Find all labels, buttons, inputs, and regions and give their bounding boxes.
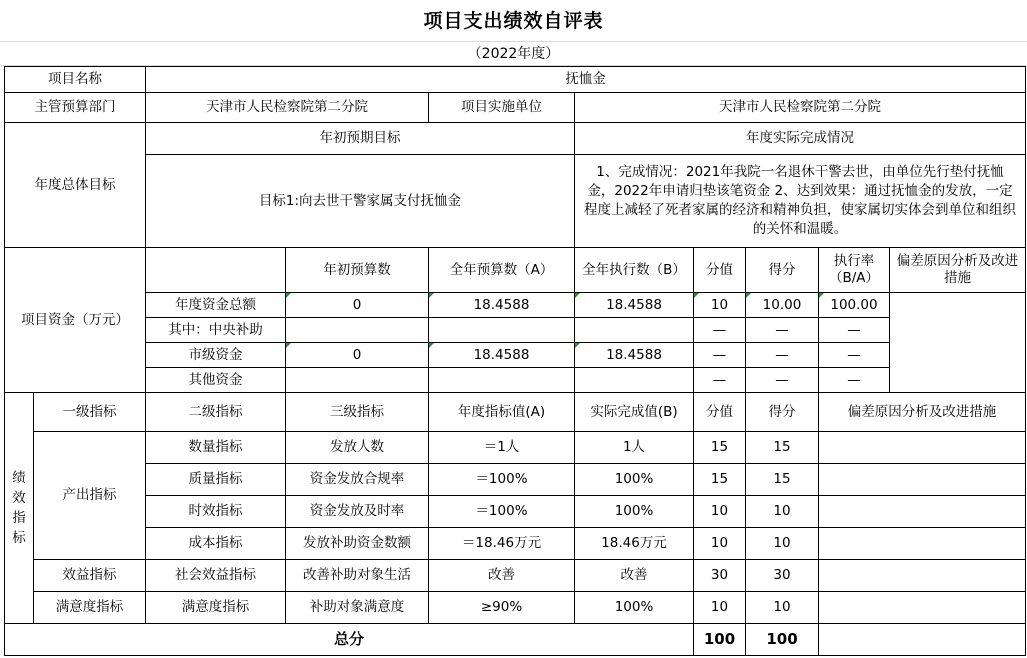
perf-header-row — [5, 393, 1026, 432]
perf-level3[interactable]: 发放人数 — [286, 432, 429, 464]
funds-score-value-cell[interactable] — [694, 293, 746, 318]
funds-executed[interactable] — [575, 368, 694, 393]
perf-level3[interactable]: 发放补助资金数额 — [286, 528, 429, 560]
perf-score-value[interactable]: 15 — [694, 464, 746, 496]
funds-executed[interactable] — [575, 318, 694, 343]
green-marker — [575, 293, 580, 298]
funds-full-budget: 18.4588 — [473, 346, 530, 363]
funds-score: 10.00 — [762, 296, 802, 313]
funds-row-label[interactable]: 市级资金 — [146, 343, 286, 368]
perf-level3[interactable]: 资金发放及时率 — [286, 496, 429, 528]
perf-target[interactable]: ＝100% — [429, 464, 575, 496]
goal-header-row — [5, 123, 1026, 155]
perf-score-value[interactable]: 10 — [694, 528, 746, 560]
perf-header-actual[interactable]: 实际完成值(B) — [575, 393, 694, 432]
funds-score[interactable]: — — [746, 343, 819, 368]
perf-group-output[interactable]: 产出指标 — [34, 432, 146, 560]
page-title: 项目支出绩效自评表 — [423, 10, 604, 32]
perf-row — [5, 464, 1026, 496]
perf-row — [5, 432, 1026, 464]
perf-level3[interactable]: 改善补助对象生活 — [286, 560, 429, 592]
funds-label[interactable]: 项目资金（万元） — [5, 248, 146, 393]
funds-rate: 100.00 — [830, 296, 878, 313]
green-marker — [286, 343, 291, 348]
funds-rate[interactable]: — — [819, 343, 890, 368]
perf-level2[interactable]: 成本指标 — [146, 528, 286, 560]
project-name-label[interactable]: 项目名称 — [5, 67, 146, 93]
perf-actual[interactable]: 1人 — [575, 432, 694, 464]
perf-target[interactable]: ＝100% — [429, 496, 575, 528]
perf-header-score[interactable]: 得分 — [746, 393, 819, 432]
funds-header-rate[interactable]: 执行率（B/A） — [819, 248, 890, 293]
perf-label: 绩效指标 — [12, 470, 26, 546]
funds-header-full-budget[interactable]: 全年预算数（A） — [429, 248, 575, 293]
perf-analysis[interactable] — [819, 528, 1026, 560]
perf-level2[interactable]: 质量指标 — [146, 464, 286, 496]
perf-analysis[interactable] — [819, 560, 1026, 592]
perf-score-value[interactable]: 30 — [694, 560, 746, 592]
perf-header-target[interactable]: 年度指标值(A) — [429, 393, 575, 432]
green-marker — [429, 343, 434, 348]
funds-row — [5, 293, 1026, 318]
funds-initial[interactable] — [286, 368, 429, 393]
perf-level2[interactable]: 数量指标 — [146, 432, 286, 464]
funds-initial[interactable] — [286, 318, 429, 343]
perf-score[interactable]: 15 — [746, 464, 819, 496]
funds-rate[interactable]: — — [819, 318, 890, 343]
dept-label[interactable]: 主管预算部门 — [5, 93, 146, 123]
goal-actual-text[interactable]: 1、完成情况：2021年我院一名退休干警去世，由单位先行垫付抚恤金，2022年申请归垫该笔资金 2、达到效果：通过抚恤金的发放，一定程度上减轻了死者家属的经济和精神负担，使家属切实体会到单位和组织的关怀和温暖。 — [575, 155, 1026, 248]
perf-row — [5, 496, 1026, 528]
funds-header-analysis[interactable]: 偏差原因分析及改进措施 — [890, 248, 1026, 293]
perf-target[interactable]: ＝1人 — [429, 432, 575, 464]
perf-label-cell[interactable] — [5, 393, 34, 624]
perf-score-value[interactable]: 15 — [694, 432, 746, 464]
funds-executed: 18.4588 — [606, 296, 662, 313]
green-marker — [746, 293, 751, 298]
perf-level3[interactable]: 补助对象满意度 — [286, 592, 429, 624]
funds-rate-cell[interactable] — [819, 293, 890, 318]
perf-level2[interactable]: 时效指标 — [146, 496, 286, 528]
perf-target[interactable]: 改善 — [429, 560, 575, 592]
project-name-value[interactable]: 抚恤金 — [146, 67, 1026, 93]
dept-value[interactable]: 天津市人民检察院第二分院 — [146, 93, 429, 123]
perf-level3[interactable]: 资金发放合规率 — [286, 464, 429, 496]
perf-actual[interactable]: 改善 — [575, 560, 694, 592]
perf-target[interactable]: ＝18.46万元 — [429, 528, 575, 560]
funds-header-score-value[interactable]: 分值 — [694, 248, 746, 293]
perf-row — [5, 560, 1026, 592]
perf-analysis[interactable] — [819, 432, 1026, 464]
funds-score-value[interactable]: — — [694, 318, 746, 343]
year-subtitle: （2022年度） — [467, 46, 560, 62]
funds-header-row — [5, 248, 1026, 293]
perf-row — [5, 592, 1026, 624]
perf-score[interactable]: 10 — [746, 528, 819, 560]
perf-score[interactable]: 10 — [746, 592, 819, 624]
funds-score-value[interactable]: — — [694, 343, 746, 368]
perf-header-analysis[interactable]: 偏差原因分析及改进措施 — [819, 393, 1026, 432]
funds-full-budget[interactable] — [429, 368, 575, 393]
funds-header-score[interactable]: 得分 — [746, 248, 819, 293]
perf-level2[interactable]: 满意度指标 — [146, 592, 286, 624]
total-row — [5, 624, 1026, 656]
total-score-value[interactable]: 100 — [694, 624, 746, 656]
perf-analysis[interactable] — [819, 592, 1026, 624]
funds-executed-cell[interactable] — [575, 343, 694, 368]
funds-rate[interactable]: — — [819, 368, 890, 393]
perf-header-level3[interactable]: 三级指标 — [286, 393, 429, 432]
funds-row-label[interactable]: 其中：中央补助 — [146, 318, 286, 343]
perf-score[interactable]: 30 — [746, 560, 819, 592]
funds-row — [5, 343, 1026, 368]
funds-score-value[interactable]: — — [694, 368, 746, 393]
impl-unit-label[interactable]: 项目实施单位 — [429, 93, 575, 123]
goal-plan-header[interactable]: 年初预期目标 — [146, 123, 575, 155]
funds-row — [5, 368, 1026, 393]
funds-row-label[interactable]: 其他资金 — [146, 368, 286, 393]
perf-score-value[interactable]: 10 — [694, 592, 746, 624]
funds-header-blank[interactable] — [146, 248, 286, 293]
perf-score[interactable]: 15 — [746, 432, 819, 464]
funds-score[interactable]: — — [746, 368, 819, 393]
goal-plan-text[interactable]: 目标1:向去世干警家属支付抚恤金 — [146, 155, 575, 248]
funds-full-budget-cell[interactable] — [429, 343, 575, 368]
goal-label[interactable]: 年度总体目标 — [5, 123, 146, 248]
perf-analysis[interactable] — [819, 496, 1026, 528]
green-marker — [286, 293, 291, 298]
green-marker — [694, 293, 699, 298]
perf-actual[interactable]: 100% — [575, 464, 694, 496]
total-analysis[interactable] — [819, 624, 1026, 656]
funds-initial-cell[interactable] — [286, 343, 429, 368]
funds-score-cell[interactable] — [746, 293, 819, 318]
perf-header-score-value[interactable]: 分值 — [694, 393, 746, 432]
funds-initial-cell[interactable] — [286, 293, 429, 318]
perf-header-level2[interactable]: 二级指标 — [146, 393, 286, 432]
funds-full-budget: 18.4588 — [473, 296, 530, 313]
funds-full-budget[interactable] — [429, 318, 575, 343]
perf-target[interactable]: ≥90% — [429, 592, 575, 624]
perf-group-benefit[interactable]: 效益指标 — [34, 560, 146, 592]
goal-content-row — [5, 155, 1026, 248]
total-score[interactable]: 100 — [746, 624, 819, 656]
funds-header-initial[interactable]: 年初预算数 — [286, 248, 429, 293]
perf-actual[interactable]: 18.46万元 — [575, 528, 694, 560]
perf-actual[interactable]: 100% — [575, 496, 694, 528]
funds-score[interactable]: — — [746, 318, 819, 343]
funds-row — [5, 318, 1026, 343]
perf-group-satisfaction[interactable]: 满意度指标 — [34, 592, 146, 624]
perf-score[interactable]: 10 — [746, 496, 819, 528]
impl-unit-value[interactable]: 天津市人民检察院第二分院 — [575, 93, 1026, 123]
goal-actual-header[interactable]: 年度实际完成情况 — [575, 123, 1026, 155]
funds-row-label[interactable]: 年度资金总额 — [146, 293, 286, 318]
self-evaluation-table — [4, 66, 1026, 656]
perf-level2[interactable]: 社会效益指标 — [146, 560, 286, 592]
funds-executed: 18.4588 — [606, 346, 662, 363]
funds-executed-cell[interactable] — [575, 293, 694, 318]
project-name-row — [5, 67, 1026, 93]
perf-actual[interactable]: 100% — [575, 592, 694, 624]
green-marker — [575, 343, 580, 348]
perf-header-level1[interactable]: 一级指标 — [34, 393, 146, 432]
green-marker — [429, 293, 434, 298]
green-marker — [819, 293, 824, 298]
funds-score-value: 10 — [710, 296, 729, 313]
perf-analysis[interactable] — [819, 464, 1026, 496]
department-row — [5, 93, 1026, 123]
funds-initial: 0 — [352, 346, 362, 363]
perf-row — [5, 528, 1026, 560]
total-label[interactable]: 总分 — [5, 624, 694, 656]
funds-initial: 0 — [352, 296, 362, 313]
funds-full-budget-cell[interactable] — [429, 293, 575, 318]
perf-score-value[interactable]: 10 — [694, 496, 746, 528]
funds-analysis[interactable] — [890, 293, 1026, 393]
funds-header-executed[interactable]: 全年执行数（B） — [575, 248, 694, 293]
